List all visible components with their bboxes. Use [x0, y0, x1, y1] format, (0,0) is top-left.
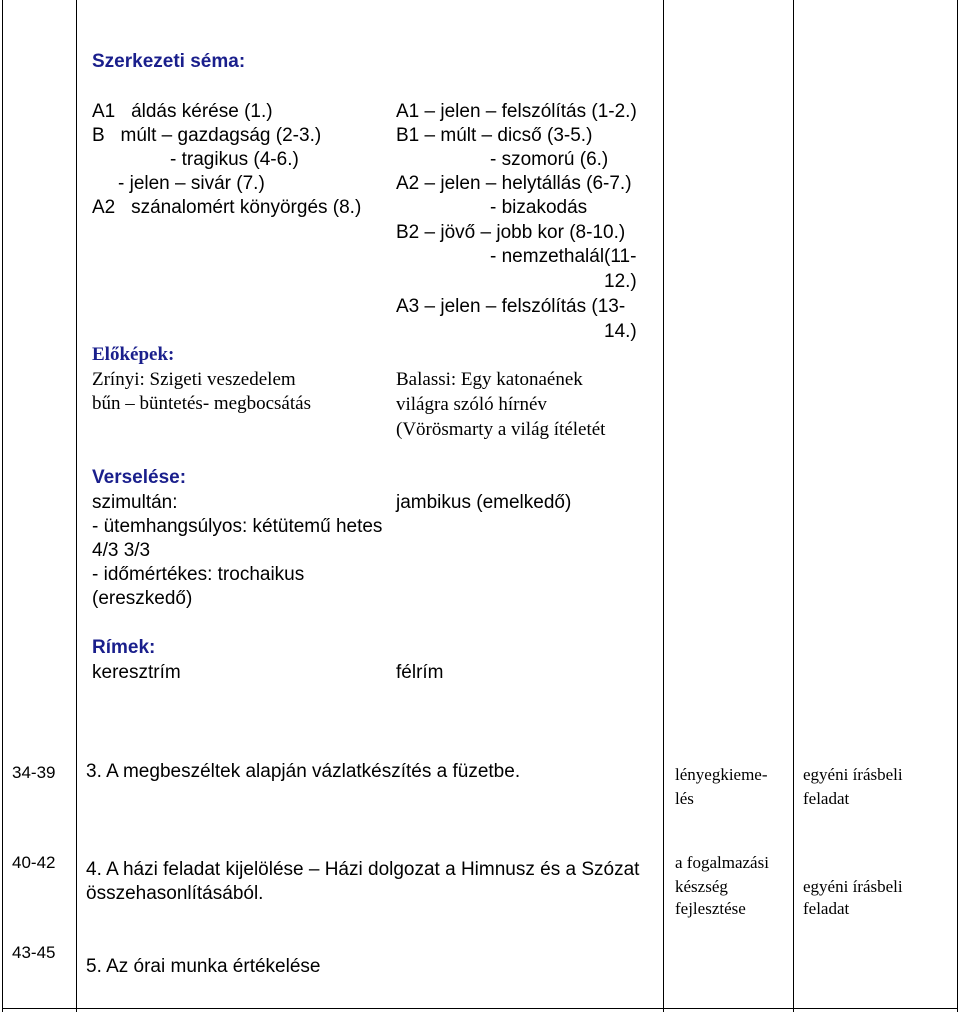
- elokepek-right-line: világra szóló hírnév: [396, 394, 547, 415]
- row-time: 34-39: [12, 763, 56, 782]
- row-form: feladat: [803, 789, 850, 808]
- schema-right-line: - bizakodás: [490, 197, 588, 218]
- schema-right-line: 14.): [604, 321, 637, 342]
- row-activity: 3. A megbeszéltek alapján vázlatkészítés a füzetbe.: [86, 761, 521, 782]
- schema-right-line: A2 – jelen – helytállás (6-7.): [396, 173, 632, 194]
- elokepek-right-line: Balassi: Egy katonaének: [396, 369, 583, 390]
- elokepek-right-line: (Vörösmarty a világ ítéletét: [396, 419, 606, 440]
- elokepek-heading: Előképek:: [92, 344, 175, 365]
- row-skill: a fogalmazási: [675, 853, 769, 872]
- schema-heading: Szerkezeti séma:: [92, 51, 246, 72]
- row-skill: fejlesztése: [675, 899, 746, 918]
- schema-right-line: A1 – jelen – felszólítás (1-2.): [396, 101, 637, 122]
- schema-right-line: - szomorú (6.): [490, 149, 609, 170]
- table-border-bottom: [2, 1008, 958, 1009]
- elokepek-left-line: Zrínyi: Szigeti veszedelem: [92, 369, 296, 390]
- schema-right-line: 12.): [604, 271, 637, 292]
- table-border-left: [2, 0, 3, 1012]
- schema-right-line: B2 – jövő – jobb kor (8-10.): [396, 222, 626, 243]
- row-time: 43-45: [12, 943, 56, 962]
- schema-left-line: A2 szánalomért könyörgés (8.): [92, 197, 362, 218]
- row-activity: 5. Az órai munka értékelése: [86, 956, 321, 977]
- row-skill: készség: [675, 877, 728, 896]
- table-divider-col2: [663, 0, 664, 1012]
- table-divider-col1: [76, 0, 77, 1012]
- verselese-right: jambikus (emelkedő): [396, 492, 572, 513]
- rimek-right: félrím: [396, 662, 444, 683]
- row-skill: lés: [675, 789, 694, 808]
- row-form: egyéni írásbeli: [803, 877, 903, 896]
- schema-right-line: B1 – múlt – dicső (3-5.): [396, 125, 593, 146]
- row-activity: összehasonlításából.: [86, 883, 264, 904]
- row-form: feladat: [803, 899, 850, 918]
- schema-left-line: B múlt – gazdagság (2-3.): [92, 125, 322, 146]
- verselese-left-line: - időmértékes: trochaikus: [92, 564, 305, 585]
- schema-left-line: - tragikus (4-6.): [170, 149, 299, 170]
- verselese-heading: Verselése:: [92, 467, 187, 488]
- rimek-heading: Rímek:: [92, 637, 156, 658]
- rimek-left: keresztrím: [92, 662, 181, 683]
- schema-right-line: A3 – jelen – felszólítás (13-: [396, 296, 626, 317]
- row-time: 40-42: [12, 853, 56, 872]
- schema-left-line: - jelen – sivár (7.): [118, 173, 265, 194]
- verselese-left-line: szimultán:: [92, 492, 178, 513]
- verselese-left-line: 4/3 3/3: [92, 540, 151, 561]
- row-activity: 4. A házi feladat kijelölése – Házi dolgozat a Himnusz és a Szózat: [86, 859, 640, 880]
- table-border-right: [957, 0, 958, 1012]
- row-skill: lényegkieme-: [675, 765, 768, 784]
- elokepek-left-line: bűn – büntetés- megbocsátás: [92, 393, 311, 414]
- table-divider-col3: [793, 0, 794, 1012]
- schema-right-line: - nemzethalál(11-: [490, 246, 637, 267]
- verselese-left-line: (ereszkedő): [92, 588, 193, 609]
- row-form: egyéni írásbeli: [803, 765, 903, 784]
- schema-left-line: A1 áldás kérése (1.): [92, 101, 273, 122]
- verselese-left-line: - ütemhangsúlyos: kétütemű hetes: [92, 516, 383, 537]
